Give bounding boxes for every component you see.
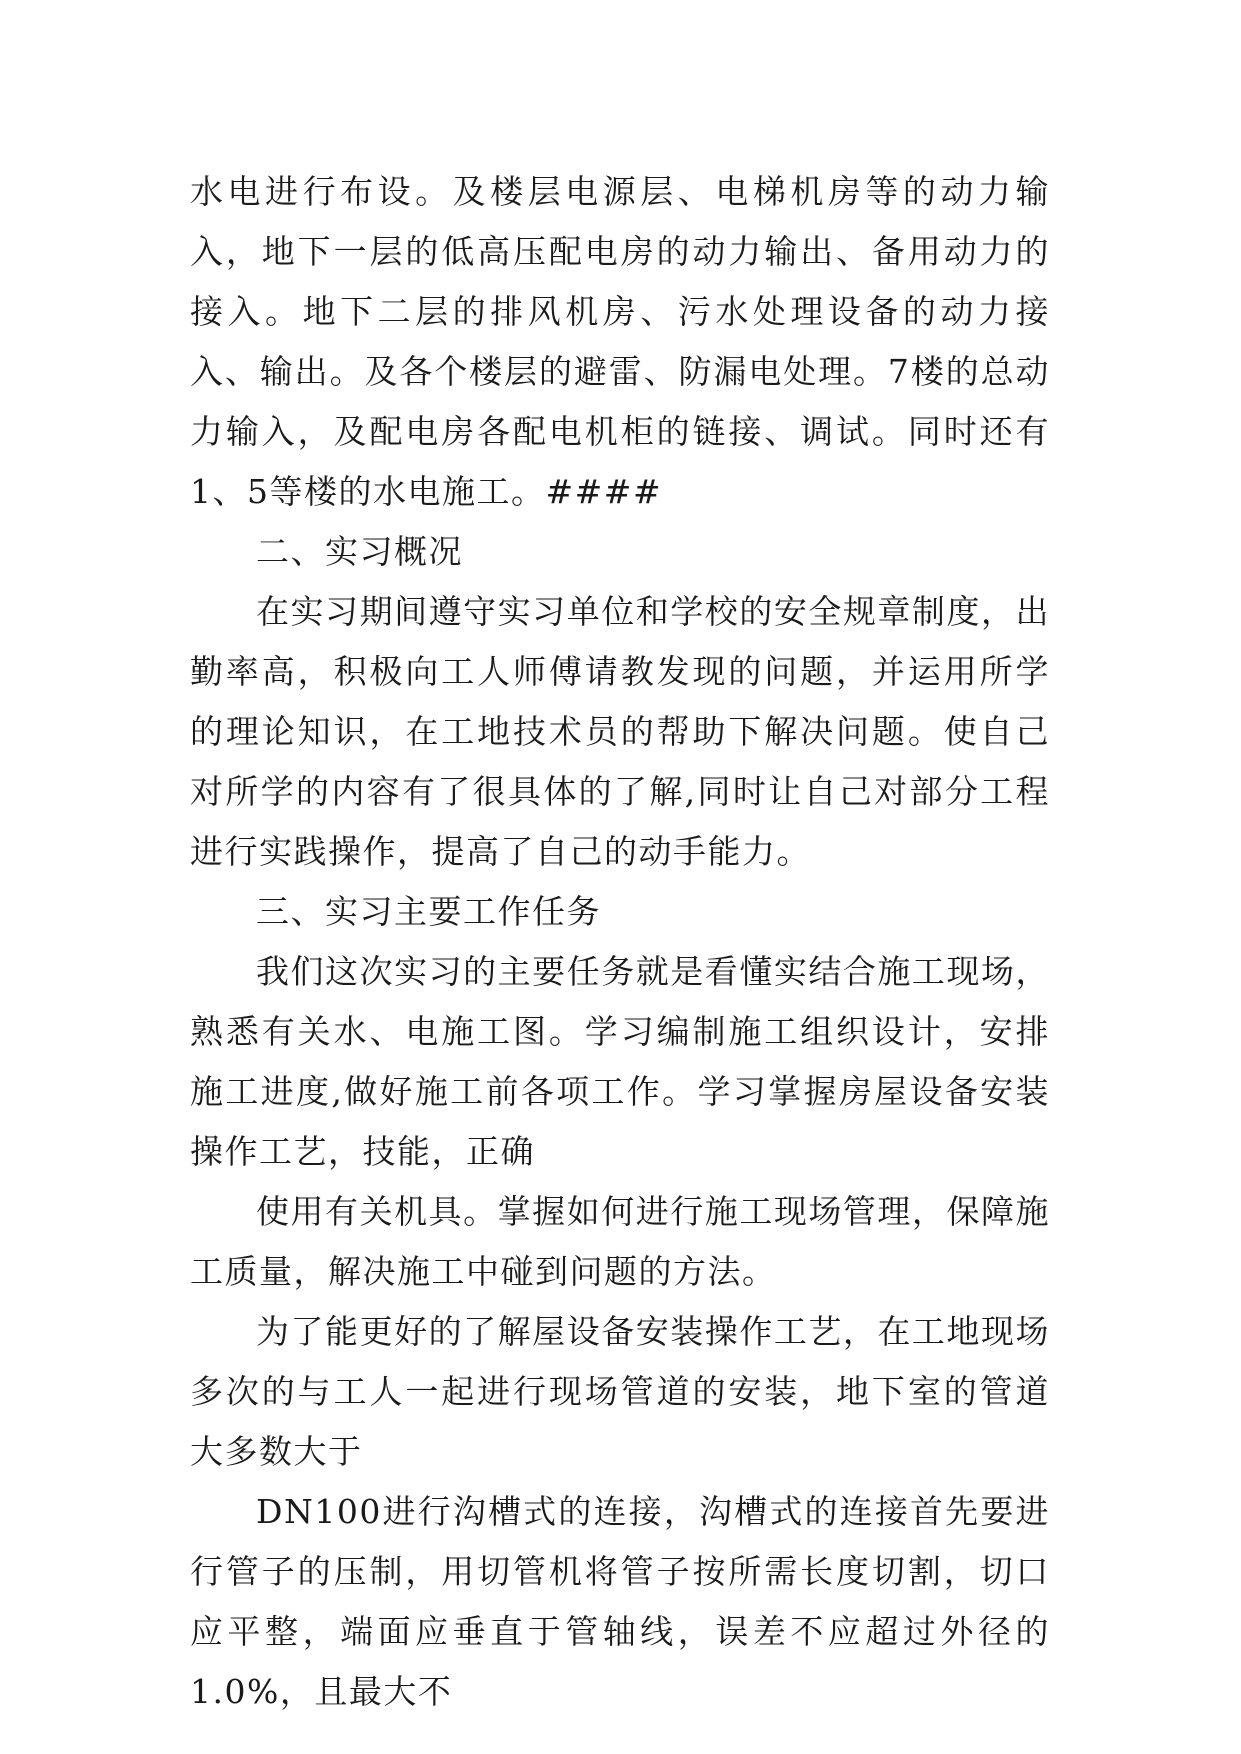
section-heading-overview: 二、实习概况 [256,532,463,571]
section-heading-main-tasks: 三、实习主要工作任务 [256,892,601,931]
paragraph-main-tasks: 我们这次实习的主要任务就是看懂实结合施工现场，熟悉有关水、电施工图。学习编制施工组织设计，安排施工进度,做好施工前各项工作。学习掌握房屋设备安装操作工艺，技能，正确 [190,952,1050,1171]
paragraph-power-wiring: 水电进行布设。及楼层电源层、电梯机房等的动力输入，地下一层的低高压配电房的动力输出、备用动力的接入。地下二层的排风机房、污水处理设备的动力接入、输出。及各个楼层的避雷、防漏电处理。7楼的总动力输入，及配电房各配电机柜的链接、调试。同时还有1、5等楼的水电施工。#### [190,172,1050,511]
document-body [190,162,1050,1722]
paragraph-groove-connection: DN100进行沟槽式的连接，沟槽式的连接首先要进行管子的压制，用切管机将管子按所需长度切割，切口应平整，端面应垂直于管轴线，误差不应超过外径的1.0%，且最大不 [190,1492,1050,1711]
paragraph-tools-management: 使用有关机具。掌握如何进行施工现场管理，保障施工质量，解决施工中碰到问题的方法。 [190,1192,1050,1291]
paragraph-pipe-installation: 为了能更好的了解屋设备安装操作工艺，在工地现场多次的与工人一起进行现场管道的安装，地下室的管道大多数大于 [190,1312,1050,1471]
paragraph-overview: 在实习期间遵守实习单位和学校的安全规章制度，出勤率高，积极向工人师傅请教发现的问题，并运用所学的理论知识，在工地技术员的帮助下解决问题。使自己对所学的内容有了很具体的了解,同时让自己对部分工程进行实践操作，提高了自己的动手能力。 [190,592,1050,871]
